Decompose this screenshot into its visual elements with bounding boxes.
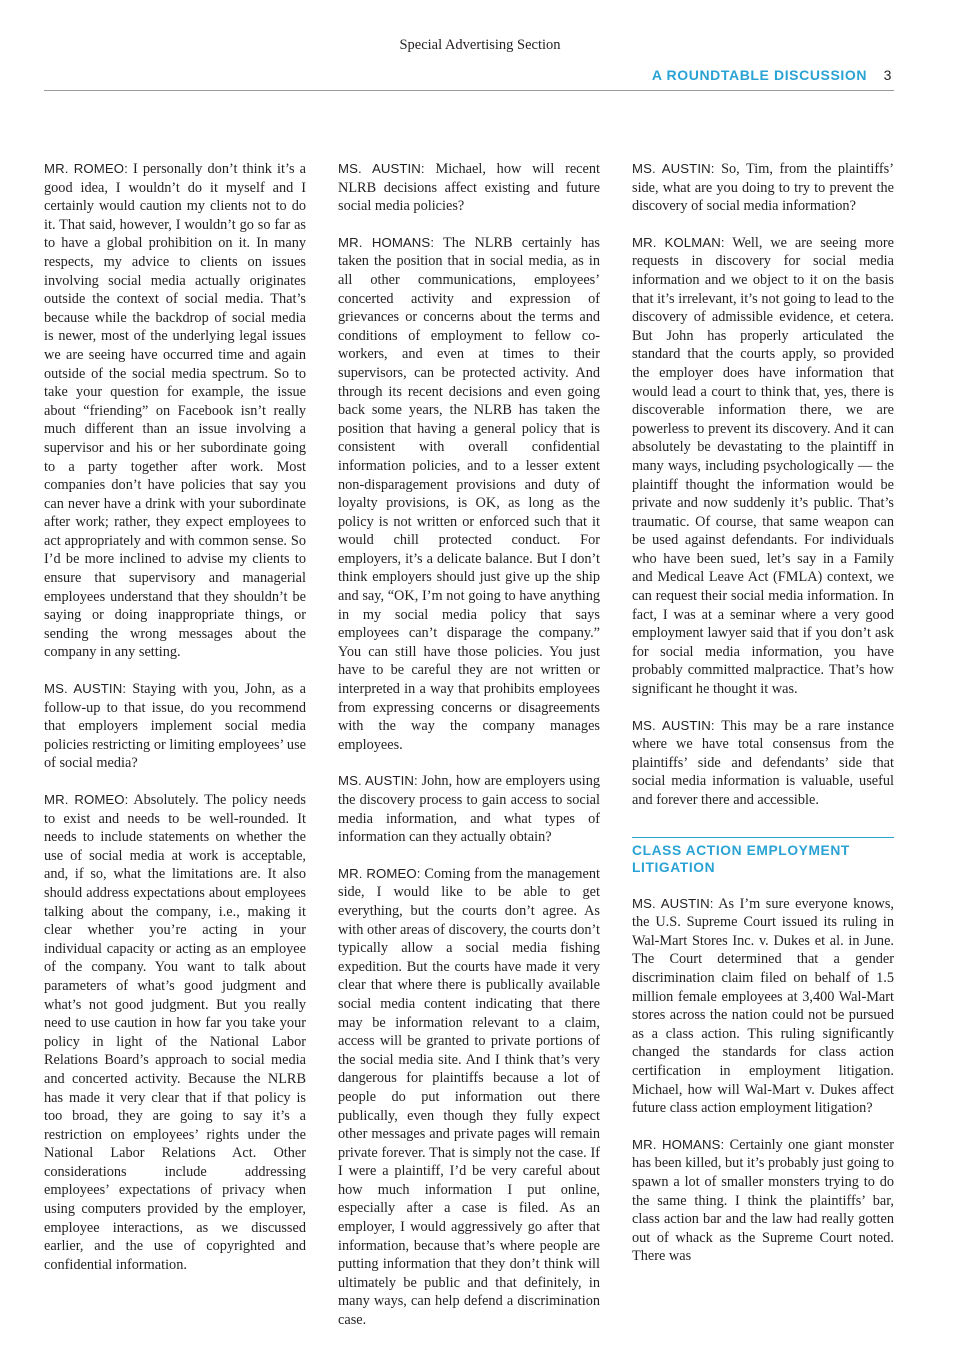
speaker-name: MS. AUSTIN: (338, 773, 418, 789)
paragraph-text: This may be a rare instance where we have total consensus from the plaintiffs’ side and defendants’ side that social media information is valuable, useful and forever there and accessible. (632, 717, 894, 808)
subhead-rule (632, 837, 894, 838)
paragraph-text: Absolutely. The policy needs to exist and needs to be well-rounded. It needs to include statements on whether the use of social media at work is acceptable, and, if so, what the limitations are. It also should address expectations about employees talking about the company, i.e., making it clear whether you’re acting in your individual capacity or acting as an employee of the company. You want to talk about parameters of what’s good judgment and what’s not good judgment. But you really need to use caution in how far you take your policy in light of the National Labor Relations Board’s approach to social media and concerted activity. Because the NLRB has made it very clear that if that policy is too broad, they are going to say it’s a restriction on employees’ rights under the National Labor Relations Act. Other considerations include addressing employees’ expectations of privacy when using computers provided by the employer, employee interactions, as we discussed earlier, and the use of copyrighted and confidential information. (44, 792, 306, 1273)
paragraph (338, 234, 600, 755)
speaker-name: MS. AUSTIN: (338, 161, 425, 176)
paragraph (44, 680, 306, 773)
paragraph (632, 717, 894, 810)
speaker-name: MR. HOMANS: (338, 234, 435, 250)
paragraph (632, 234, 894, 699)
paragraph (632, 1136, 894, 1266)
column-2 (338, 160, 600, 1348)
paragraph-text: So, Tim, from the plaintiffs’ side, what are you doing to try to prevent the discovery of social media information? (632, 161, 894, 215)
speaker-name: MS. AUSTIN: (632, 717, 715, 733)
paragraph-text: The NLRB certainly has taken the position that in social media, as in all other communications, employees’ concerted activity and expression of grievances or concerns about the terms and conditions of employment to fellow co-workers, and even at times to their supervisors, can be protected activity. And through its recent decisions and even going back some years, the NLRB has taken the position that having a general policy that is consistent with overall confidential information policies, and to a lesser extent non-disparagement provisions and duty of loyalty provisions, is OK, as long as the policy is not written or enforced such that it would chill protected conduct. For employers, it’s a delicate balance. But I don’t think employers should just give up the ship and say, “OK, I’m not going to have anything in my social media policy that says employees can’t disparage the company.” You can still have those policies. You just have to be careful they are not written or interpreted in a way that prohibits employees from expressing concerns or disagreements with the way the company manages employees. (338, 234, 600, 753)
section-title-text: A ROUNDTABLE DISCUSSION (651, 67, 868, 83)
speaker-name: MR. KOLMAN: (632, 234, 725, 250)
speaker-name: MR. HOMANS: (632, 1136, 725, 1152)
section-label: Special Advertising Section (399, 37, 561, 53)
paragraph-text: I personally don’t think it’s a good idea, I wouldn’t do it myself and I certainly would caution my clients not to do it. That said, however, I wouldn’t go so far as to have a global prohibition on it. In many respects, my advice to clients on issues involving social media actually originates outside the context of social media. That’s because while the backdrop of social media is newer, most of the underlying legal issues we are seeing have occurred time and again outside of the social media spectrum. So to take your question for example, the issue about “friending” on Facebook isn’t really much different than an issue involving a supervisor and his or her subordinate going to a party together after work. Most companies don’t have policies that say you can never have a drink with your subordinate after work; rather, they expect employees to act appropriately and with common sense. So I’d be more inclined to advise my clients to ensure that supervisory and managerial employees understand that they shouldn’t be saying or doing inappropriate things, or sending the wrong messages about the company in any setting. (44, 161, 306, 661)
paragraph (632, 160, 894, 216)
paragraph-text: Well, we are seeing more requests in discovery for social media information and we object to it on the basis that it’s irrelevant, it’s not going to lead to the discovery of admissible evidence, et cetera. But John has properly articulated the standard that the courts apply, so provided the employer does have information that would lead a court to think that, yes, there is discoverable information there, we are powerless to prevent its discovery. And it can absolutely be devastating to the plaintiff in many ways, including psychologically — the plaintiff thought the information would be private and now suddenly it’s public. That’s traumatic. Of course, that same weapon can be used against defendants. For individuals who have been sued, let’s say in a Family and Medical Leave Act (FMLA) context, we can request their social media information. In fact, I was at a seminar where a very good employment lawyer said that if you don’t ask for social media information, you have probably committed malpractice. That’s how significant he thought it was. (632, 234, 894, 698)
speaker-name: MS. AUSTIN: (44, 681, 127, 697)
speaker-name: MS. AUSTIN: (632, 895, 714, 911)
speaker-name: MR. ROMEO: (338, 865, 421, 881)
column-1 (44, 160, 306, 1292)
paragraph-text: Staying with you, John, as a follow-up to that issue, do you recommend that employers implement social media policies restricting or limiting employees’ use of social media? (44, 681, 306, 772)
speaker-name: MR. ROMEO: (44, 792, 129, 807)
speaker-name: MR. ROMEO: (44, 161, 128, 176)
page-number: 3 (883, 67, 892, 83)
paragraph (338, 865, 600, 1330)
section-title (652, 67, 892, 83)
subhead (632, 842, 894, 877)
header-rule (44, 90, 894, 91)
paragraph-text: Coming from the management side, I would like to be able to get everything, but the courts don’t agree. As with other areas of discovery, the courts don’t typically allow a social media fishing expedition. But the courts have made it very clear that where there is publically available social media content indicating that there may be information relevant to a claim, access will be granted to private portions of the social media site. And I think that’s very dangerous for plaintiffs because a lot of people do put information out there publically, even though they fully expect other messages and private pages will remain private forever. That is simply not the case. If I were a plaintiff, I’d be very careful about how much information I put online, especially after a case is filed. As an employer, I would aggressively go after that information, because that’s where people are putting information that they don’t think will ultimately be public and that definitely, in many ways, can help defend a discrimination case. (338, 865, 600, 1329)
subhead-line: CLASS ACTION EMPLOYMENT (632, 842, 850, 858)
paragraph-text: Certainly one giant monster has been killed, but it’s probably just going to spawn a lot of smaller monsters trying to do the same thing. I think the plaintiffs’ bar, class action bar and the law had really gotten out of whack as the Supreme Court noted. There was (632, 1136, 895, 1265)
paragraph (338, 160, 600, 216)
paragraph-text: John, how are employers using the discovery process to gain access to social media information, and what types of information can they actually obtain? (338, 773, 600, 846)
paragraph (44, 791, 306, 1274)
paragraph-text: Michael, how will recent NLRB decisions affect existing and future social media policies? (338, 161, 600, 215)
paragraph (338, 772, 600, 846)
speaker-name: MS. AUSTIN: (632, 161, 715, 176)
subhead-line: LITIGATION (632, 860, 716, 876)
paragraph-text: As I’m sure everyone knows, the U.S. Supreme Court issued its ruling in Wal-Mart Stores Inc. v. Dukes et al. in June. The Court determined that a gender discrimination claim filed on behalf of 1.5 million female employees at 3,400 Wal-Mart stores across the nation could not be pursued as a class action. This ruling significantly changed the standards for class action certification in employment litigation. Michael, how will Wal-Mart v. Dukes affect future class action employment litigation? (632, 895, 894, 1117)
paragraph (632, 895, 894, 1118)
column-3 (632, 160, 894, 1284)
paragraph (44, 160, 306, 662)
